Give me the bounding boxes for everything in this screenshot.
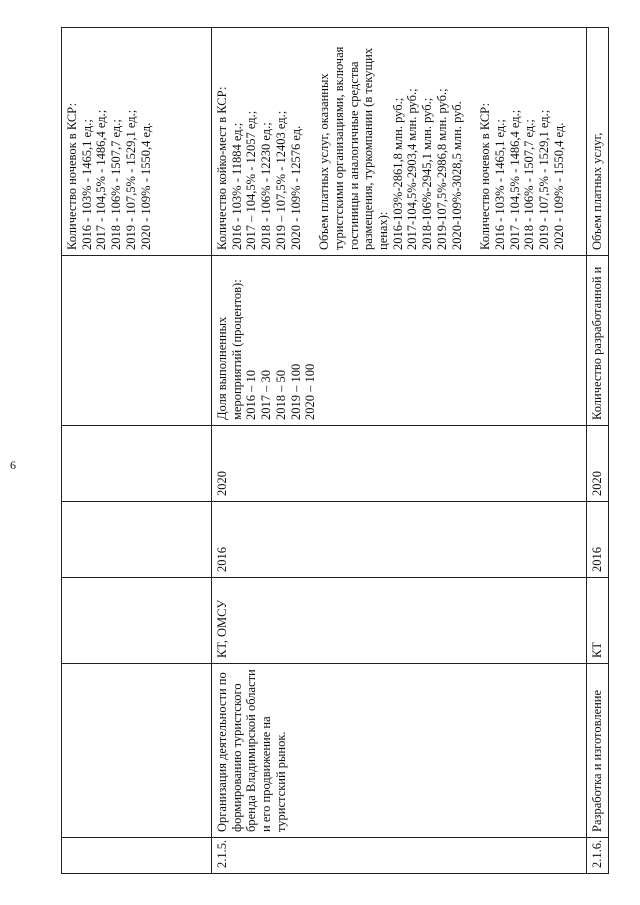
cell-num: 2.1.6.: [587, 838, 609, 874]
table-row: [212, 28, 587, 874]
cell-values: [212, 28, 587, 256]
cell-name: [62, 664, 212, 838]
cell-indicator: [62, 256, 212, 426]
cell-start: [62, 502, 212, 578]
cell-name: Разработка и изготовление: [587, 664, 609, 838]
cell-executor: КТ: [587, 578, 609, 664]
table-row: [62, 28, 212, 874]
table-row: [587, 28, 609, 874]
cell-num: 2.1.5.: [212, 838, 587, 874]
cell-start: 2016: [212, 502, 587, 578]
cell-name: Организация деятельности по формированию туристского бренда Владимирской области и его продвижение на туристский рынок.: [212, 664, 587, 838]
cell-executor: [62, 578, 212, 664]
cell-start: 2016: [587, 502, 609, 578]
cell-end: 2020: [587, 426, 609, 502]
cell-end: [62, 426, 212, 502]
measures-table: [61, 27, 609, 874]
cell-executor: КТ, ОМСУ: [212, 578, 587, 664]
value-block: Количество ночевок в КСР: 2016 - 103% - 1465,1 ед.; 2017 - 104,5% - 1486,4 ед.; 2018 - 106% - 1507,7 ед.; 2019 - 107,5% - 1529,1 ед.; 2020 - 109% - 1550,4 ед.: [65, 102, 153, 250]
value-block: Количество ночевок в КСР: 2016 - 103% - 1465,1 ед.; 2017 - 104,5% - 1486,4 ед.; 2018 - 106% - 1507,7 ед.; 2019 - 107,5% - 1529,1 ед.; 2020 - 109% - 1550,4 ед.: [478, 102, 566, 250]
cell-num: [62, 838, 212, 874]
cell-end: 2020: [212, 426, 587, 502]
cell-indicator: Доля выполненных мероприятий (процентов): 2016 – 10 2017 – 30 2018 – 50 2019 – 100 2020 – 100: [212, 256, 587, 426]
value-block: Объем платных услуг, оказанных туристскими организациями, включая гостиницы и аналогичные средства размещения, туркомпании (в текущих ценах): 2016-103%-2861,8 млн. руб.; 2017-104,5%-2903,4 млн. руб.; 2018-106%-2945,1 млн. руб.; 2019-107,5%-2986,8 млн. руб.; 2020-109%-3028,5 млн. руб.: [317, 46, 464, 250]
page-number: 6: [10, 458, 16, 472]
cell-indicator: Количество разработанной и: [587, 256, 609, 426]
cell-values: [62, 28, 212, 256]
rotated-table-container: [61, 28, 602, 874]
value-block: Количество койко-мест в КСР: 2016 - 103% - 11884 ед.; 2017 – 104,5% - 12057 ед.; 2018 - 106% - 12230 ед.; 2019 – 107,5% - 12403 ед.; 2020 - 109% - 12576 ед.: [215, 86, 303, 250]
cell-values: [587, 28, 609, 256]
value-block: Объем платных услуг,: [590, 132, 604, 250]
